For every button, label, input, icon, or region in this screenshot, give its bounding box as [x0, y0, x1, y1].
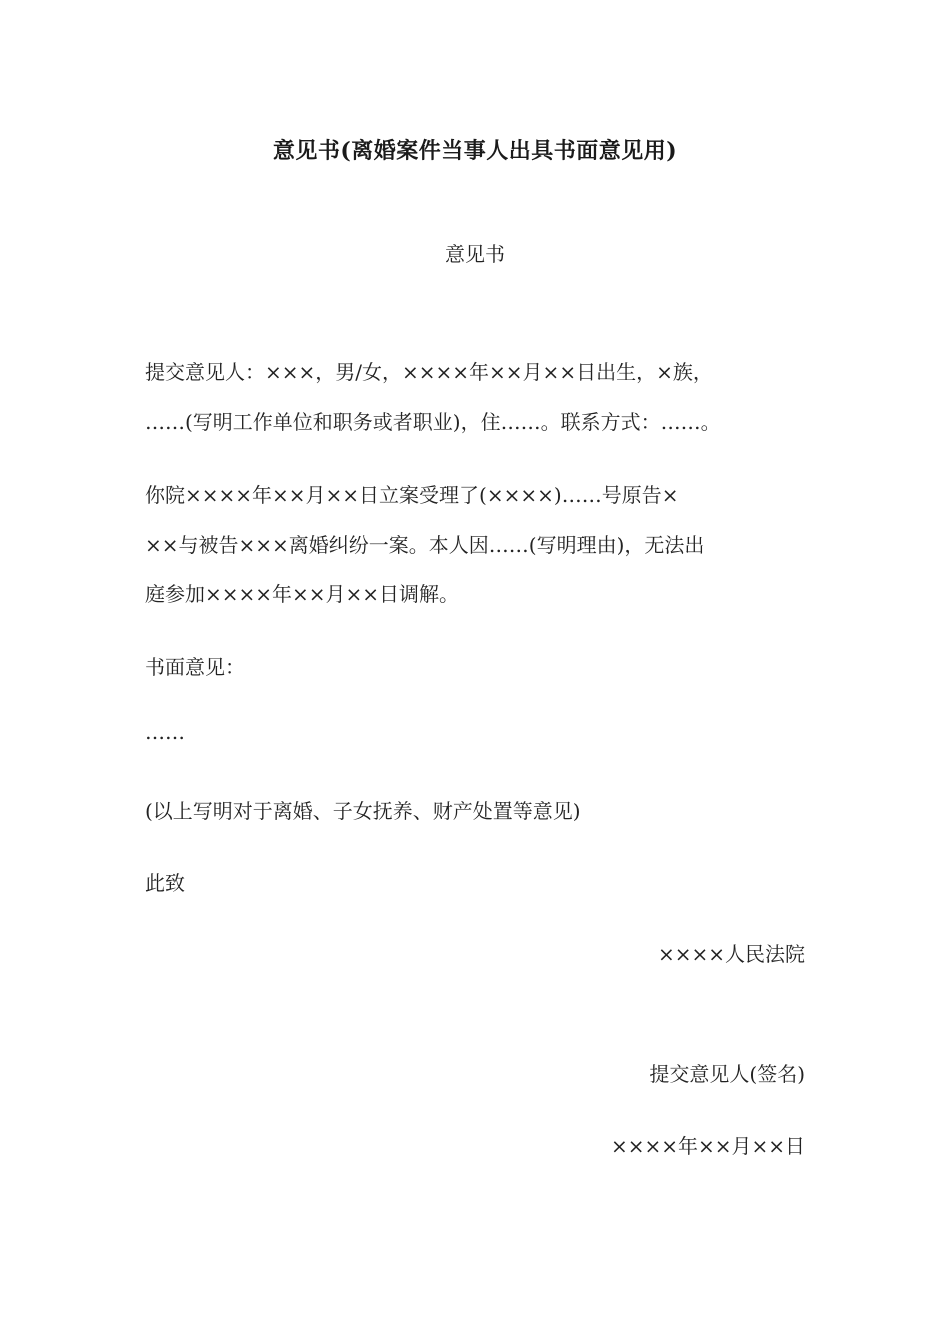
opinion-body: ……: [145, 720, 185, 744]
opinion-label: 书面意见：: [145, 655, 245, 679]
document-title: 意见书(离婚案件当事人出具书面意见用): [272, 138, 678, 164]
date-line: ××××年××月××日: [610, 1134, 805, 1158]
applicant-line-1: 提交意见人：×××，男/女，××××年××月××日出生，×族，: [145, 360, 713, 384]
court-name: ××××人民法院: [657, 942, 805, 966]
case-line-2: ××与被告×××离婚纠纷一案。本人因……(写明理由)，无法出: [145, 533, 705, 557]
salutation: 此致: [145, 871, 185, 895]
case-line-3: 庭参加××××年××月××日调解。: [145, 582, 460, 606]
case-line-1: 你院××××年××月××日立案受理了(××××)……号原告×: [145, 483, 679, 507]
opinion-note: (以上写明对于离婚、子女抚养、财产处置等意见): [145, 799, 581, 823]
document-subtitle: 意见书: [445, 242, 505, 266]
signer-line: 提交意见人(签名): [649, 1062, 805, 1086]
applicant-line-2: ……(写明工作单位和职务或者职业)，住……。联系方式：……。: [145, 410, 721, 434]
